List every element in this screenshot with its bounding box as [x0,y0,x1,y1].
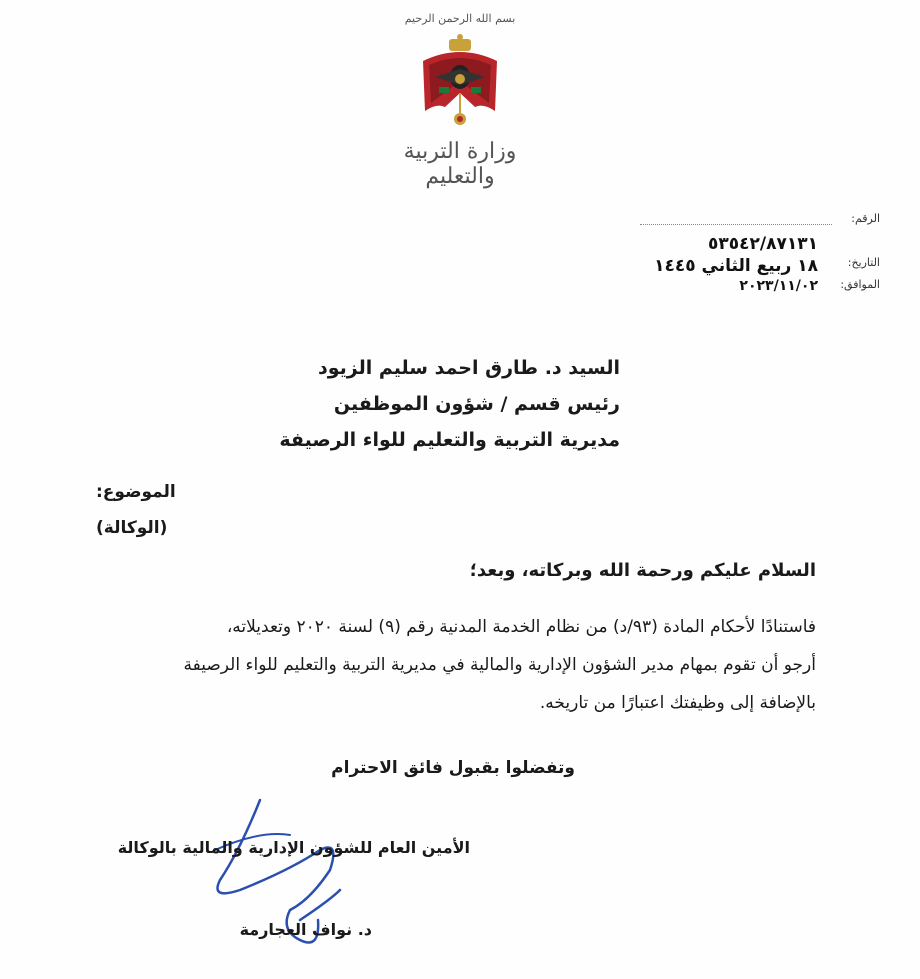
date-label: التاريخ: [847,256,880,269]
number-value: ٥٣٥٤٢/٨٧١٣١ [708,234,818,254]
addressee-block [200,350,620,458]
addressee-directorate: مديرية التربية والتعليم للواء الرصيفة [279,429,620,451]
subject-value: (الوكالة) [96,518,168,538]
number-value-row [640,234,880,256]
greeting: السلام عليكم ورحمة الله وبركاته، وبعد؛ [469,560,816,581]
body-line: بالإضافة إلى وظيفتك اعتبارًا من تاريخه. [539,693,816,713]
body-line: أرجو أن تقوم بمهام مدير الشؤون الإدارية والمالية في مديرية التربية والتعليم للواء الرصيفة [183,655,816,675]
date-row [640,256,880,278]
hijri-date: ١٨ ربيع الثاني ١٤٤٥ [654,256,818,276]
letter-body [96,608,816,722]
addressee-name: السيد د. طارق احمد سليم الزيود [318,357,620,379]
addressee-position: رئيس قسم / شؤون الموظفين [333,393,620,415]
letterhead [370,12,550,189]
number-label: الرقم: [851,212,880,225]
gregorian-date: ٢٠٢٣/١١/٠٢ [739,278,818,294]
coat-of-arms-icon [415,33,505,133]
body-line: فاستنادًا لأحكام المادة (٩٣/د) من نظام الخدمة المدنية رقم (٩) لسنة ٢٠٢٠ وتعديلاته، [226,617,816,637]
number-row [640,212,880,234]
reference-block [640,212,880,300]
subject-block [96,482,196,538]
signatory-name: د. نواف العجارمة [239,920,372,939]
signatory-title: الأمين العام للشؤون الإدارية والمالية بالوكالة [117,838,470,857]
closing: وتفضلوا بقبول فائق الاحترام [331,758,575,778]
number-dots [640,224,832,225]
basmala: بسم الله الرحمن الرحيم [404,12,516,25]
gregorian-label: الموافق: [840,278,880,291]
gregorian-row [640,278,880,300]
subject-label: الموضوع: [96,482,176,502]
ministry-name: وزارة التربية والتعليم [403,139,517,189]
